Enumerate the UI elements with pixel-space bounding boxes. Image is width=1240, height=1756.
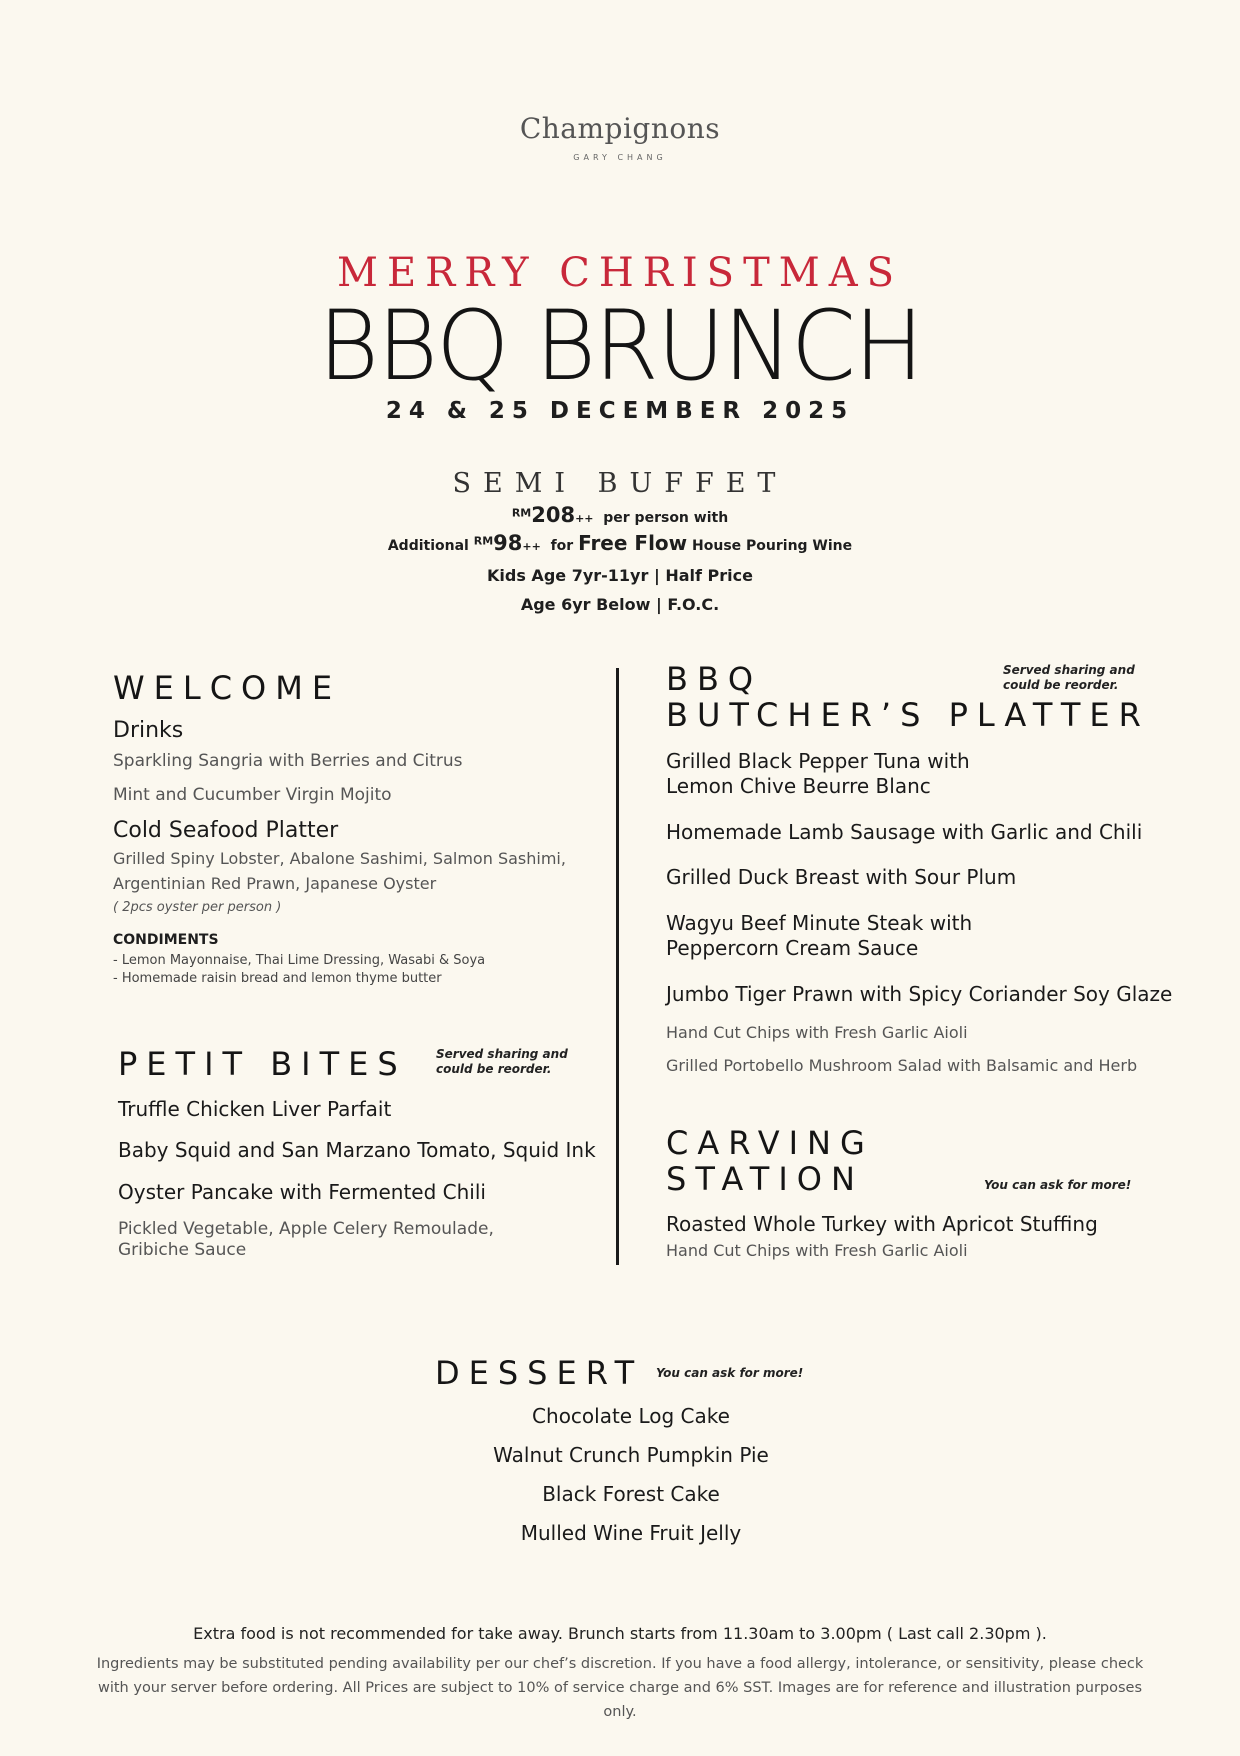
currency-label: RM — [473, 534, 494, 548]
petit-bites-title: PETIT BITES — [118, 1045, 407, 1083]
dessert-note: You can ask for more! — [656, 1366, 804, 1380]
dessert-item: Black Forest Cake — [542, 1482, 720, 1506]
dessert-item: Mulled Wine Fruit Jelly — [520, 1521, 742, 1545]
for-label: for — [550, 538, 574, 554]
petit-bites-item: Baby Squid and San Marzano Tomato, Squid Ink — [118, 1138, 596, 1162]
note-line: could be reorder. — [1003, 678, 1119, 692]
plus-sign: ++ — [522, 540, 541, 553]
condiment-item: - Lemon Mayonnaise, Thai Lime Dressing, Wasabi & Soya — [113, 953, 486, 968]
buffet-type: SEMI BUFFET — [452, 468, 788, 499]
drink-item: Sparkling Sangria with Berries and Citrus — [113, 751, 463, 771]
footer-disclaimer: Ingredients may be substituted pending availability per our chef’s discretion. If you have a food allergy, intolerance, or sensitivity, please check with your server before ordering. All Prices are subject to 10% of service charge and 6% SST. Images are for reference and illustration purposes only. — [96, 1656, 1144, 1720]
bbq-side: Hand Cut Chips with Fresh Garlic Aioli — [666, 1023, 968, 1042]
currency-label: RM — [511, 506, 532, 520]
bbq-item — [666, 911, 972, 961]
carving-note: You can ask for more! — [984, 1178, 1132, 1192]
page-title: BBQ BRUNCH — [318, 290, 922, 402]
kids-price: Kids Age 7yr-11yr | Half Price — [487, 566, 753, 585]
wine-price: 98 — [493, 531, 523, 555]
bbq-item: Grilled Duck Breast with Sour Plum — [666, 865, 1017, 889]
petit-bites-note — [436, 1047, 568, 1077]
note-line: Served sharing and — [1003, 663, 1135, 677]
additional-label: Additional — [387, 538, 469, 554]
carving-title-line2: STATION — [666, 1160, 864, 1198]
item-line: Wagyu Beef Minute Steak with — [666, 911, 973, 935]
carving-item: Roasted Whole Turkey with Apricot Stuffing — [666, 1212, 1098, 1236]
item-line: Lemon Chive Beurre Blanc — [666, 774, 931, 798]
item-line: Grilled Black Pepper Tuna with — [666, 749, 970, 773]
platter-description: Argentinian Red Prawn, Japanese Oyster — [113, 874, 437, 893]
column-divider — [616, 668, 619, 1265]
carving-title-line1: CARVING — [666, 1124, 874, 1162]
bbq-note — [1003, 663, 1135, 693]
drinks-heading: Drinks — [113, 718, 184, 743]
petit-bites-item: Truffle Chicken Liver Parfait — [118, 1097, 392, 1121]
adult-price: 208 — [531, 503, 576, 527]
adult-price-line — [0, 503, 1240, 527]
petit-bites-item: Oyster Pancake with Fermented Chili — [118, 1180, 486, 1204]
free-flow-label: Free Flow — [578, 531, 688, 555]
item-line: Peppercorn Cream Sauce — [666, 936, 919, 960]
oyster-note: ( 2pcs oyster per person ) — [113, 900, 282, 915]
plus-sign: ++ — [575, 512, 594, 525]
sides-line: Gribiche Sauce — [118, 1240, 247, 1260]
bbq-title-line1: BBQ — [666, 660, 763, 698]
adult-suffix: per person with — [603, 510, 729, 526]
condiments-title: CONDIMENTS — [113, 932, 219, 948]
platter-description: Grilled Spiny Lobster, Abalone Sashimi, Salmon Sashimi, — [113, 849, 566, 868]
drink-item: Mint and Cucumber Virgin Mojito — [113, 785, 392, 805]
bbq-side: Grilled Portobello Mushroom Salad with Balsamic and Herb — [666, 1056, 1138, 1075]
bbq-title-line2: BUTCHER’S PLATTER — [666, 696, 1150, 734]
sides-line: Pickled Vegetable, Apple Celery Remoulade, — [118, 1219, 494, 1239]
seafood-platter-heading: Cold Seafood Platter — [113, 818, 339, 843]
dessert-item: Chocolate Log Cake — [532, 1404, 730, 1428]
bbq-item: Homemade Lamb Sausage with Garlic and Chili — [666, 820, 1143, 844]
event-dates: 24 & 25 DECEMBER 2025 — [385, 398, 855, 424]
bbq-item: Jumbo Tiger Prawn with Spicy Coriander Soy Glaze — [666, 982, 1173, 1006]
restaurant-logo: Champignons — [519, 112, 721, 145]
bbq-item — [666, 749, 970, 799]
tagline: MERRY CHRISTMAS — [336, 250, 903, 296]
note-line: Served sharing and — [436, 1047, 568, 1061]
wine-price-line — [0, 531, 1240, 555]
carving-side: Hand Cut Chips with Fresh Garlic Aioli — [666, 1241, 968, 1260]
note-line: could be reorder. — [436, 1062, 552, 1076]
footer-notice: Extra food is not recommended for take away. Brunch starts from 11.30am to 3.00pm ( Last call 2.30pm ). — [193, 1624, 1047, 1643]
dessert-item: Walnut Crunch Pumpkin Pie — [493, 1443, 769, 1467]
condiment-item: - Homemade raisin bread and lemon thyme butter — [113, 971, 442, 986]
wine-label: House Pouring Wine — [692, 538, 853, 554]
infant-price: Age 6yr Below | F.O.C. — [520, 595, 720, 614]
welcome-title: WELCOME — [113, 669, 342, 707]
dessert-title: DESSERT — [435, 1354, 644, 1392]
petit-bites-sides — [118, 1219, 494, 1261]
logo-subtitle: GARY CHANG — [573, 153, 667, 162]
